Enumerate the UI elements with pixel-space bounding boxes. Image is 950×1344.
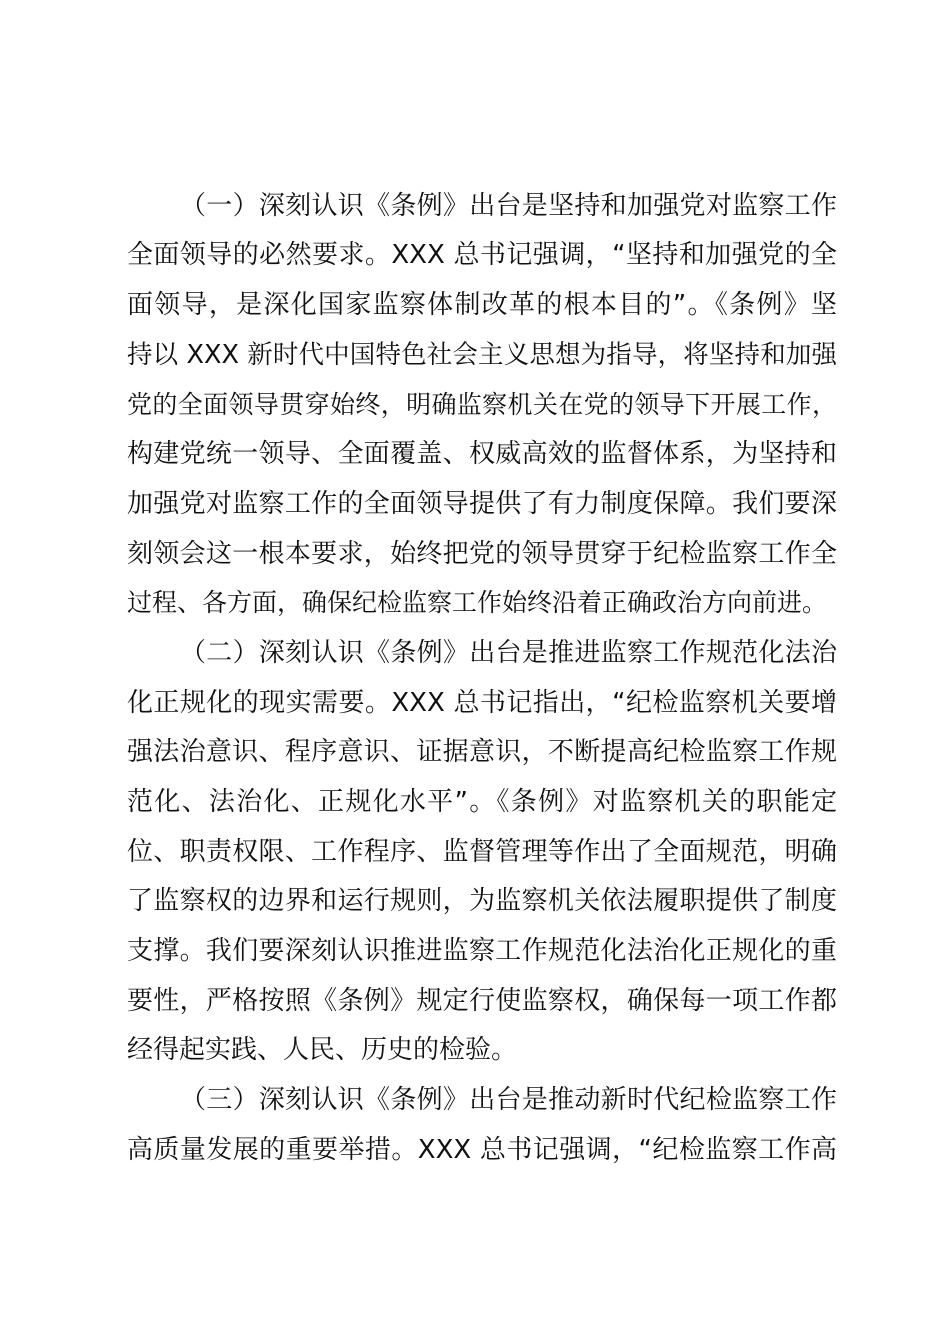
paragraph-line: 构建党统一领导、全面覆盖、权威高效的监督体系，为坚持和 xyxy=(127,439,837,469)
paragraph-line: 了监察权的边界和运行规则，为监察机关依法履职提供了制度 xyxy=(127,886,837,916)
paragraph-line: （一）深刻认识《条例》出台是坚持和加强党对监察工作 xyxy=(180,191,837,221)
paragraph-line: 强法治意识、程序意识、证据意识，不断提高纪检监察工作规 xyxy=(127,737,837,767)
paragraph-line: 刻领会这一根本要求，始终把党的领导贯穿于纪检监察工作全 xyxy=(127,539,837,569)
paragraph-line: 化正规化的现实需要。XXX 总书记指出，“纪检监察机关要增 xyxy=(127,688,837,718)
paragraph-line: 高质量发展的重要举措。XXX 总书记强调，“纪检监察工作高 xyxy=(127,1135,837,1165)
paragraph-line: 经得起实践、人民、历史的检验。 xyxy=(127,1035,518,1065)
paragraph-line: 支撑。我们要深刻认识推进监察工作规范化法治化正规化的重 xyxy=(127,936,837,966)
paragraph-line: 位、职责权限、工作程序、监督管理等作出了全面规范，明确 xyxy=(127,837,837,867)
paragraph-line: 党的全面领导贯穿始终，明确监察机关在党的领导下开展工作， xyxy=(127,390,837,419)
paragraph-line: 范化、法治化、正规化水平”。《条例》对监察机关的职能定 xyxy=(127,787,837,817)
paragraph-line: （二）深刻认识《条例》出台是推进监察工作规范化法治 xyxy=(180,638,837,668)
paragraph-line: 全面领导的必然要求。XXX 总书记强调，“坚持和加强党的全 xyxy=(127,240,837,270)
paragraph-line: 面领导，是深化国家监察体制改革的根本目的”。《条例》坚 xyxy=(127,290,837,320)
paragraph-line: 过程、各方面，确保纪检监察工作始终沿着正确政治方向前进。 xyxy=(127,588,828,617)
paragraph-line: 加强党对监察工作的全面领导提供了有力制度保障。我们要深 xyxy=(127,489,837,519)
paragraph-line: 持以 XXX 新时代中国特色社会主义思想为指导，将坚持和加强 xyxy=(127,340,837,370)
paragraph-line: 要性，严格按照《条例》规定行使监察权，确保每一项工作都 xyxy=(127,986,837,1016)
paragraph-line: （三）深刻认识《条例》出台是推动新时代纪检监察工作 xyxy=(180,1085,837,1115)
